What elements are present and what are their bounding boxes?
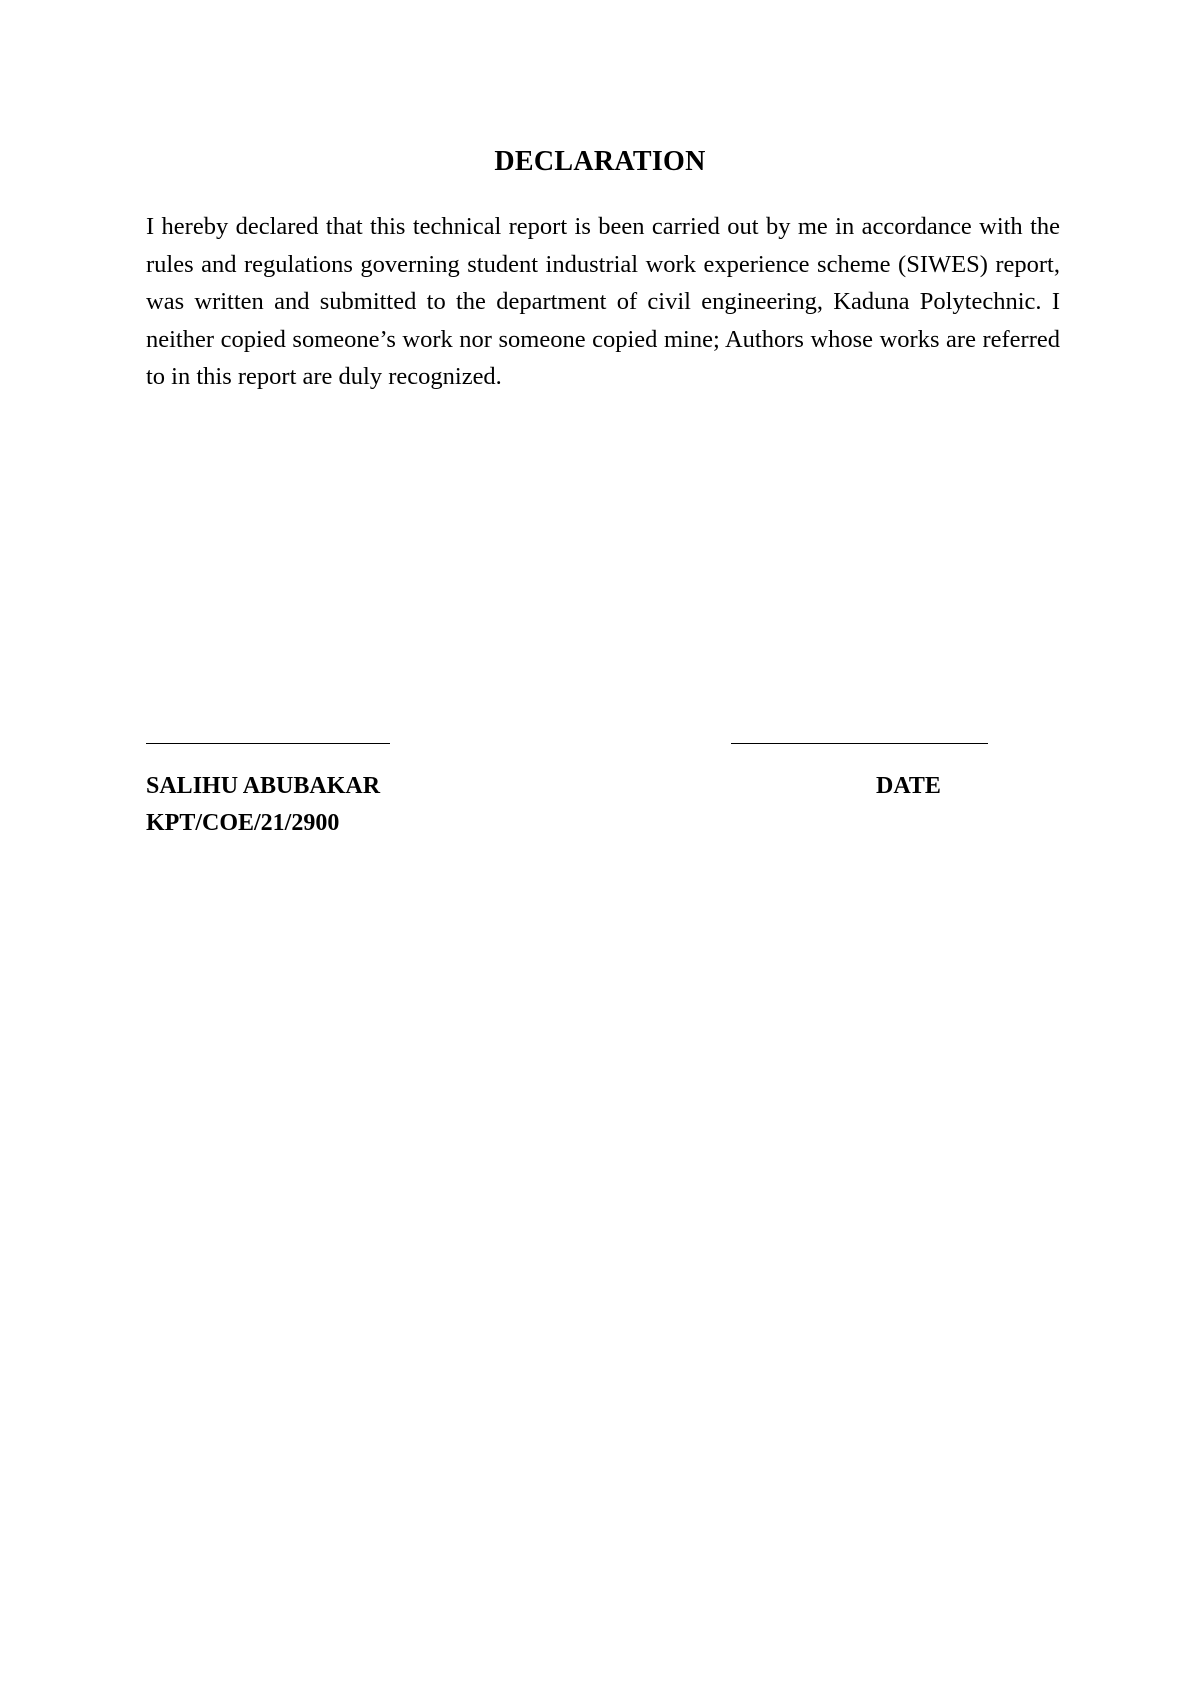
date-label: DATE xyxy=(876,773,941,799)
signatory-name: SALIHU ABUBAKAR xyxy=(146,773,381,799)
registration-number: KPT/COE/21/2900 xyxy=(146,810,340,836)
signature-line xyxy=(146,743,390,744)
declaration-paragraph: I hereby declared that this technical report is been carried out by me in accordance with the rules and regulations governing student industrial work experience scheme (SIWES) report, was written and submitted to the department of civil engineering, Kaduna Polytechnic. I neither copied someone’s work nor someone copied mine; Authors whose works are referred to in this report are duly recognized. xyxy=(146,213,1060,391)
date-line xyxy=(731,743,988,744)
page-title: DECLARATION xyxy=(494,146,706,177)
